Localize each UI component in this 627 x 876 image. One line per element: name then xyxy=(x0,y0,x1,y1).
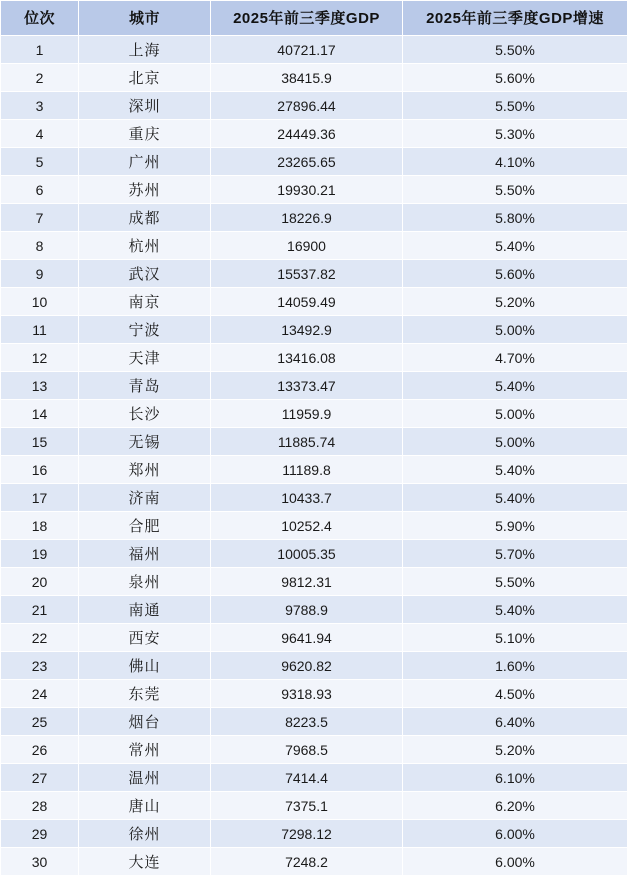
cell-gdp: 18226.9 xyxy=(211,204,403,232)
table-row xyxy=(1,260,627,288)
cell-rank: 22 xyxy=(1,624,79,652)
table-header-row xyxy=(1,1,627,36)
cell-rank: 7 xyxy=(1,204,79,232)
table-row xyxy=(1,204,627,232)
cell-rank: 9 xyxy=(1,260,79,288)
cell-growth: 4.50% xyxy=(403,680,627,708)
cell-gdp: 7968.5 xyxy=(211,736,403,764)
table-row xyxy=(1,232,627,260)
cell-gdp: 10005.35 xyxy=(211,540,403,568)
table-row xyxy=(1,848,627,876)
cell-gdp: 27896.44 xyxy=(211,92,403,120)
table-row xyxy=(1,456,627,484)
cell-growth: 5.20% xyxy=(403,288,627,316)
cell-rank: 27 xyxy=(1,764,79,792)
cell-gdp: 11885.74 xyxy=(211,428,403,456)
cell-growth: 5.30% xyxy=(403,120,627,148)
table-row xyxy=(1,680,627,708)
cell-growth: 5.40% xyxy=(403,456,627,484)
cell-rank: 17 xyxy=(1,484,79,512)
cell-city: 苏州 xyxy=(79,176,211,204)
cell-growth: 5.40% xyxy=(403,596,627,624)
cell-gdp: 11959.9 xyxy=(211,400,403,428)
cell-rank: 3 xyxy=(1,92,79,120)
cell-city: 佛山 xyxy=(79,652,211,680)
cell-gdp: 13492.9 xyxy=(211,316,403,344)
table-row xyxy=(1,792,627,820)
cell-gdp: 19930.21 xyxy=(211,176,403,204)
cell-rank: 24 xyxy=(1,680,79,708)
cell-gdp: 23265.65 xyxy=(211,148,403,176)
cell-city: 大连 xyxy=(79,848,211,876)
cell-rank: 23 xyxy=(1,652,79,680)
table-row xyxy=(1,400,627,428)
table-row xyxy=(1,344,627,372)
table-row xyxy=(1,596,627,624)
cell-rank: 12 xyxy=(1,344,79,372)
cell-gdp: 14059.49 xyxy=(211,288,403,316)
cell-rank: 30 xyxy=(1,848,79,876)
cell-rank: 4 xyxy=(1,120,79,148)
cell-rank: 8 xyxy=(1,232,79,260)
cell-city: 唐山 xyxy=(79,792,211,820)
cell-city: 福州 xyxy=(79,540,211,568)
cell-rank: 21 xyxy=(1,596,79,624)
cell-growth: 4.10% xyxy=(403,148,627,176)
cell-city: 宁波 xyxy=(79,316,211,344)
cell-growth: 5.50% xyxy=(403,36,627,64)
column-header-city: 城市 xyxy=(79,1,211,36)
cell-rank: 18 xyxy=(1,512,79,540)
cell-growth: 5.60% xyxy=(403,64,627,92)
cell-city: 深圳 xyxy=(79,92,211,120)
cell-gdp: 13416.08 xyxy=(211,344,403,372)
cell-growth: 6.20% xyxy=(403,792,627,820)
cell-gdp: 9620.82 xyxy=(211,652,403,680)
cell-growth: 6.40% xyxy=(403,708,627,736)
cell-city: 烟台 xyxy=(79,708,211,736)
cell-rank: 15 xyxy=(1,428,79,456)
cell-gdp: 7298.12 xyxy=(211,820,403,848)
cell-growth: 5.10% xyxy=(403,624,627,652)
table-body xyxy=(1,36,627,876)
cell-city: 无锡 xyxy=(79,428,211,456)
cell-growth: 5.40% xyxy=(403,484,627,512)
cell-gdp: 10252.4 xyxy=(211,512,403,540)
table-row xyxy=(1,820,627,848)
table-row xyxy=(1,764,627,792)
cell-growth: 5.60% xyxy=(403,260,627,288)
table-row xyxy=(1,428,627,456)
cell-gdp: 15537.82 xyxy=(211,260,403,288)
cell-gdp: 9641.94 xyxy=(211,624,403,652)
cell-rank: 11 xyxy=(1,316,79,344)
table-row xyxy=(1,148,627,176)
cell-rank: 14 xyxy=(1,400,79,428)
cell-city: 北京 xyxy=(79,64,211,92)
cell-city: 东莞 xyxy=(79,680,211,708)
table-row xyxy=(1,512,627,540)
cell-city: 南通 xyxy=(79,596,211,624)
table-row xyxy=(1,652,627,680)
cell-gdp: 7248.2 xyxy=(211,848,403,876)
cell-city: 广州 xyxy=(79,148,211,176)
cell-growth: 5.40% xyxy=(403,232,627,260)
cell-rank: 2 xyxy=(1,64,79,92)
cell-growth: 5.50% xyxy=(403,568,627,596)
table-row xyxy=(1,92,627,120)
cell-growth: 5.90% xyxy=(403,512,627,540)
table-row xyxy=(1,288,627,316)
cell-city: 合肥 xyxy=(79,512,211,540)
cell-city: 郑州 xyxy=(79,456,211,484)
cell-city: 青岛 xyxy=(79,372,211,400)
cell-growth: 5.20% xyxy=(403,736,627,764)
cell-growth: 5.00% xyxy=(403,428,627,456)
table-header xyxy=(1,1,627,36)
table-row xyxy=(1,64,627,92)
cell-rank: 20 xyxy=(1,568,79,596)
cell-gdp: 8223.5 xyxy=(211,708,403,736)
cell-rank: 19 xyxy=(1,540,79,568)
cell-gdp: 9788.9 xyxy=(211,596,403,624)
cell-city: 济南 xyxy=(79,484,211,512)
cell-rank: 26 xyxy=(1,736,79,764)
table-row xyxy=(1,708,627,736)
column-header-gdp: 2025年前三季度GDP xyxy=(211,1,403,36)
cell-city: 徐州 xyxy=(79,820,211,848)
cell-rank: 16 xyxy=(1,456,79,484)
cell-city: 成都 xyxy=(79,204,211,232)
cell-gdp: 16900 xyxy=(211,232,403,260)
cell-gdp: 9812.31 xyxy=(211,568,403,596)
table-row xyxy=(1,568,627,596)
cell-gdp: 40721.17 xyxy=(211,36,403,64)
cell-growth: 5.50% xyxy=(403,92,627,120)
cell-city: 杭州 xyxy=(79,232,211,260)
cell-rank: 13 xyxy=(1,372,79,400)
cell-growth: 5.40% xyxy=(403,372,627,400)
cell-city: 天津 xyxy=(79,344,211,372)
table-row xyxy=(1,736,627,764)
cell-gdp: 7375.1 xyxy=(211,792,403,820)
cell-growth: 1.60% xyxy=(403,652,627,680)
cell-city: 长沙 xyxy=(79,400,211,428)
table-row xyxy=(1,372,627,400)
cell-city: 泉州 xyxy=(79,568,211,596)
cell-gdp: 38415.9 xyxy=(211,64,403,92)
cell-growth: 5.80% xyxy=(403,204,627,232)
cell-rank: 10 xyxy=(1,288,79,316)
table-row xyxy=(1,484,627,512)
table-row xyxy=(1,176,627,204)
cell-gdp: 11189.8 xyxy=(211,456,403,484)
cell-growth: 5.00% xyxy=(403,316,627,344)
cell-growth: 6.10% xyxy=(403,764,627,792)
cell-rank: 25 xyxy=(1,708,79,736)
table-row xyxy=(1,540,627,568)
table-row xyxy=(1,624,627,652)
cell-growth: 4.70% xyxy=(403,344,627,372)
cell-city: 常州 xyxy=(79,736,211,764)
cell-gdp: 10433.7 xyxy=(211,484,403,512)
cell-growth: 6.00% xyxy=(403,820,627,848)
cell-city: 西安 xyxy=(79,624,211,652)
cell-rank: 29 xyxy=(1,820,79,848)
cell-growth: 6.00% xyxy=(403,848,627,876)
cell-rank: 6 xyxy=(1,176,79,204)
cell-gdp: 24449.36 xyxy=(211,120,403,148)
cell-rank: 28 xyxy=(1,792,79,820)
cell-city: 温州 xyxy=(79,764,211,792)
table-row xyxy=(1,316,627,344)
cell-city: 上海 xyxy=(79,36,211,64)
column-header-growth: 2025年前三季度GDP增速 xyxy=(403,1,627,36)
table-row xyxy=(1,36,627,64)
cell-growth: 5.00% xyxy=(403,400,627,428)
cell-gdp: 13373.47 xyxy=(211,372,403,400)
cell-gdp: 7414.4 xyxy=(211,764,403,792)
cell-growth: 5.70% xyxy=(403,540,627,568)
cell-rank: 5 xyxy=(1,148,79,176)
table-row xyxy=(1,120,627,148)
cell-gdp: 9318.93 xyxy=(211,680,403,708)
column-header-rank: 位次 xyxy=(1,1,79,36)
cell-city: 重庆 xyxy=(79,120,211,148)
cell-city: 武汉 xyxy=(79,260,211,288)
cell-growth: 5.50% xyxy=(403,176,627,204)
cell-city: 南京 xyxy=(79,288,211,316)
cell-rank: 1 xyxy=(1,36,79,64)
